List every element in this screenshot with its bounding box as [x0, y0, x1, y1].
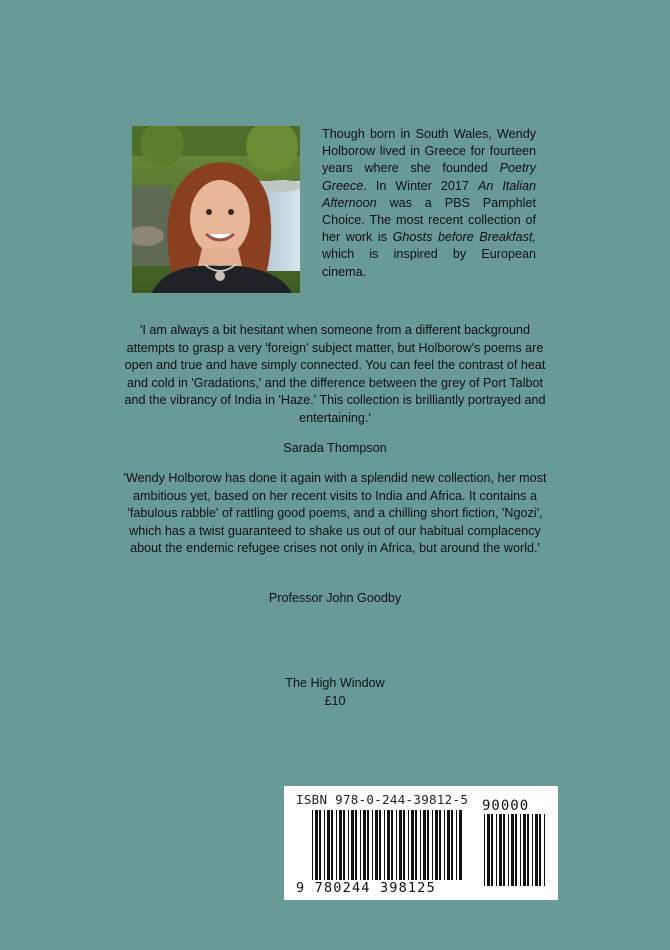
barcode-bar: [372, 810, 373, 880]
barcode-bar: [496, 814, 497, 886]
author-portrait-image: [132, 126, 300, 293]
barcode-bar: [355, 810, 357, 880]
barcode-bar: [396, 810, 397, 880]
barcode-bar: [491, 814, 493, 886]
barcode-bar: [387, 810, 390, 880]
review-quote-2: 'Wendy Holborow has done it again with a splendid new collection, her most ambitious yet, based on her recent visits to India and Africa. It contains a 'fabulous rabble' of rattling good poems, and a chilling short fiction, 'Ngozi', which has a twist guaranteed to shake us out of our habitual complacency about the endemic refugee crises not only in Africa, but around the world.': [123, 471, 547, 556]
barcode-bar: [515, 814, 517, 886]
barcode-bar: [403, 810, 405, 880]
barcode-bar: [484, 814, 485, 886]
barcode-bar: [391, 810, 393, 880]
barcode-bar: [527, 814, 529, 886]
barcode-bar: [487, 814, 490, 886]
barcode-bar: [535, 814, 538, 886]
barcode-bar: [544, 814, 545, 886]
barcode-bar: [312, 810, 313, 880]
barcode-bar: [447, 810, 450, 880]
barcode-bar: [503, 814, 505, 886]
barcode-bar: [324, 810, 325, 880]
barcode-bar: [459, 810, 462, 880]
barcode-bar: [375, 810, 378, 880]
bio-text: Though born in South Wales, Wendy Holborow lived in Greece for fourteen years where she founded: [322, 127, 536, 176]
review-quote-1: 'I am always a bit hesitant when someone from a different background attempts to grasp a very 'foreign' subject matter, but Holborow's poems are open and true and have simply connected. You can feel the contrast of heat and cold in 'Gradations,' and the difference between the grey of Port Talbot and the vibrancy of India in 'Haze.' This collection is brilliantly portrayed and entertaining.': [124, 323, 546, 425]
bio-title-italic: Ghosts before Breakfast,: [392, 230, 536, 245]
barcode-bar: [399, 810, 402, 880]
barcode-bar: [520, 814, 521, 886]
barcode-bar: [351, 810, 354, 880]
barcode-bar: [360, 810, 361, 880]
barcode-bar: [508, 814, 509, 886]
barcode-bar: [511, 814, 514, 886]
barcode-bar: [411, 810, 414, 880]
barcode-bar: [367, 810, 369, 880]
barcode-bar: [444, 810, 445, 880]
review-author-1: Sarada Thompson: [283, 441, 387, 455]
author-photo: [132, 126, 300, 293]
barcode-bar: [343, 810, 345, 880]
barcode-bar: [408, 810, 409, 880]
barcode-addon-bars: [484, 814, 546, 886]
ean-digits: 9 780244 398125: [296, 880, 436, 896]
publisher-block: [120, 674, 550, 710]
barcode-bar: [339, 810, 342, 880]
barcode-bars: [312, 810, 462, 880]
barcode-bar: [315, 810, 318, 880]
barcode-bar: [348, 810, 349, 880]
barcode-bar: [423, 810, 426, 880]
barcode-bar: [384, 810, 385, 880]
bio-title-italic: An Italian Afternoon: [322, 178, 536, 210]
barcode-bar: [415, 810, 417, 880]
barcode-bar: [532, 814, 533, 886]
barcode-bar: [427, 810, 429, 880]
author-bio: [322, 126, 536, 281]
barcode-bar: [499, 814, 502, 886]
review-author-2: Professor John Goodby: [268, 591, 402, 605]
barcode-bar: [523, 814, 526, 886]
barcode-bar: [331, 810, 333, 880]
barcode-bar: [456, 810, 457, 880]
barcode-bar: [439, 810, 441, 880]
barcode-bar: [539, 814, 541, 886]
bio-title-italic: Poetry Greece: [322, 161, 536, 193]
barcode-addon: 90000: [482, 798, 530, 814]
bio-text: . In Winter 2017: [363, 178, 478, 193]
barcode-bar: [363, 810, 366, 880]
publisher-name: The High Window: [285, 676, 385, 690]
bio-text: which is inspired by European cinema.: [322, 247, 536, 279]
barcode-bar: [451, 810, 453, 880]
barcode: [284, 786, 558, 900]
price: £10: [324, 694, 346, 708]
barcode-bar: [327, 810, 330, 880]
barcode-bar: [432, 810, 433, 880]
barcode-bar: [319, 810, 321, 880]
barcode-bar: [336, 810, 337, 880]
barcode-bar: [435, 810, 438, 880]
barcode-bar: [420, 810, 421, 880]
bio-text: was a PBS Pamphlet Choice. The most recent collection of her work is: [322, 195, 536, 245]
isbn-label: ISBN 978-0-244-39812-5: [296, 792, 469, 807]
barcode-bar: [379, 810, 381, 880]
